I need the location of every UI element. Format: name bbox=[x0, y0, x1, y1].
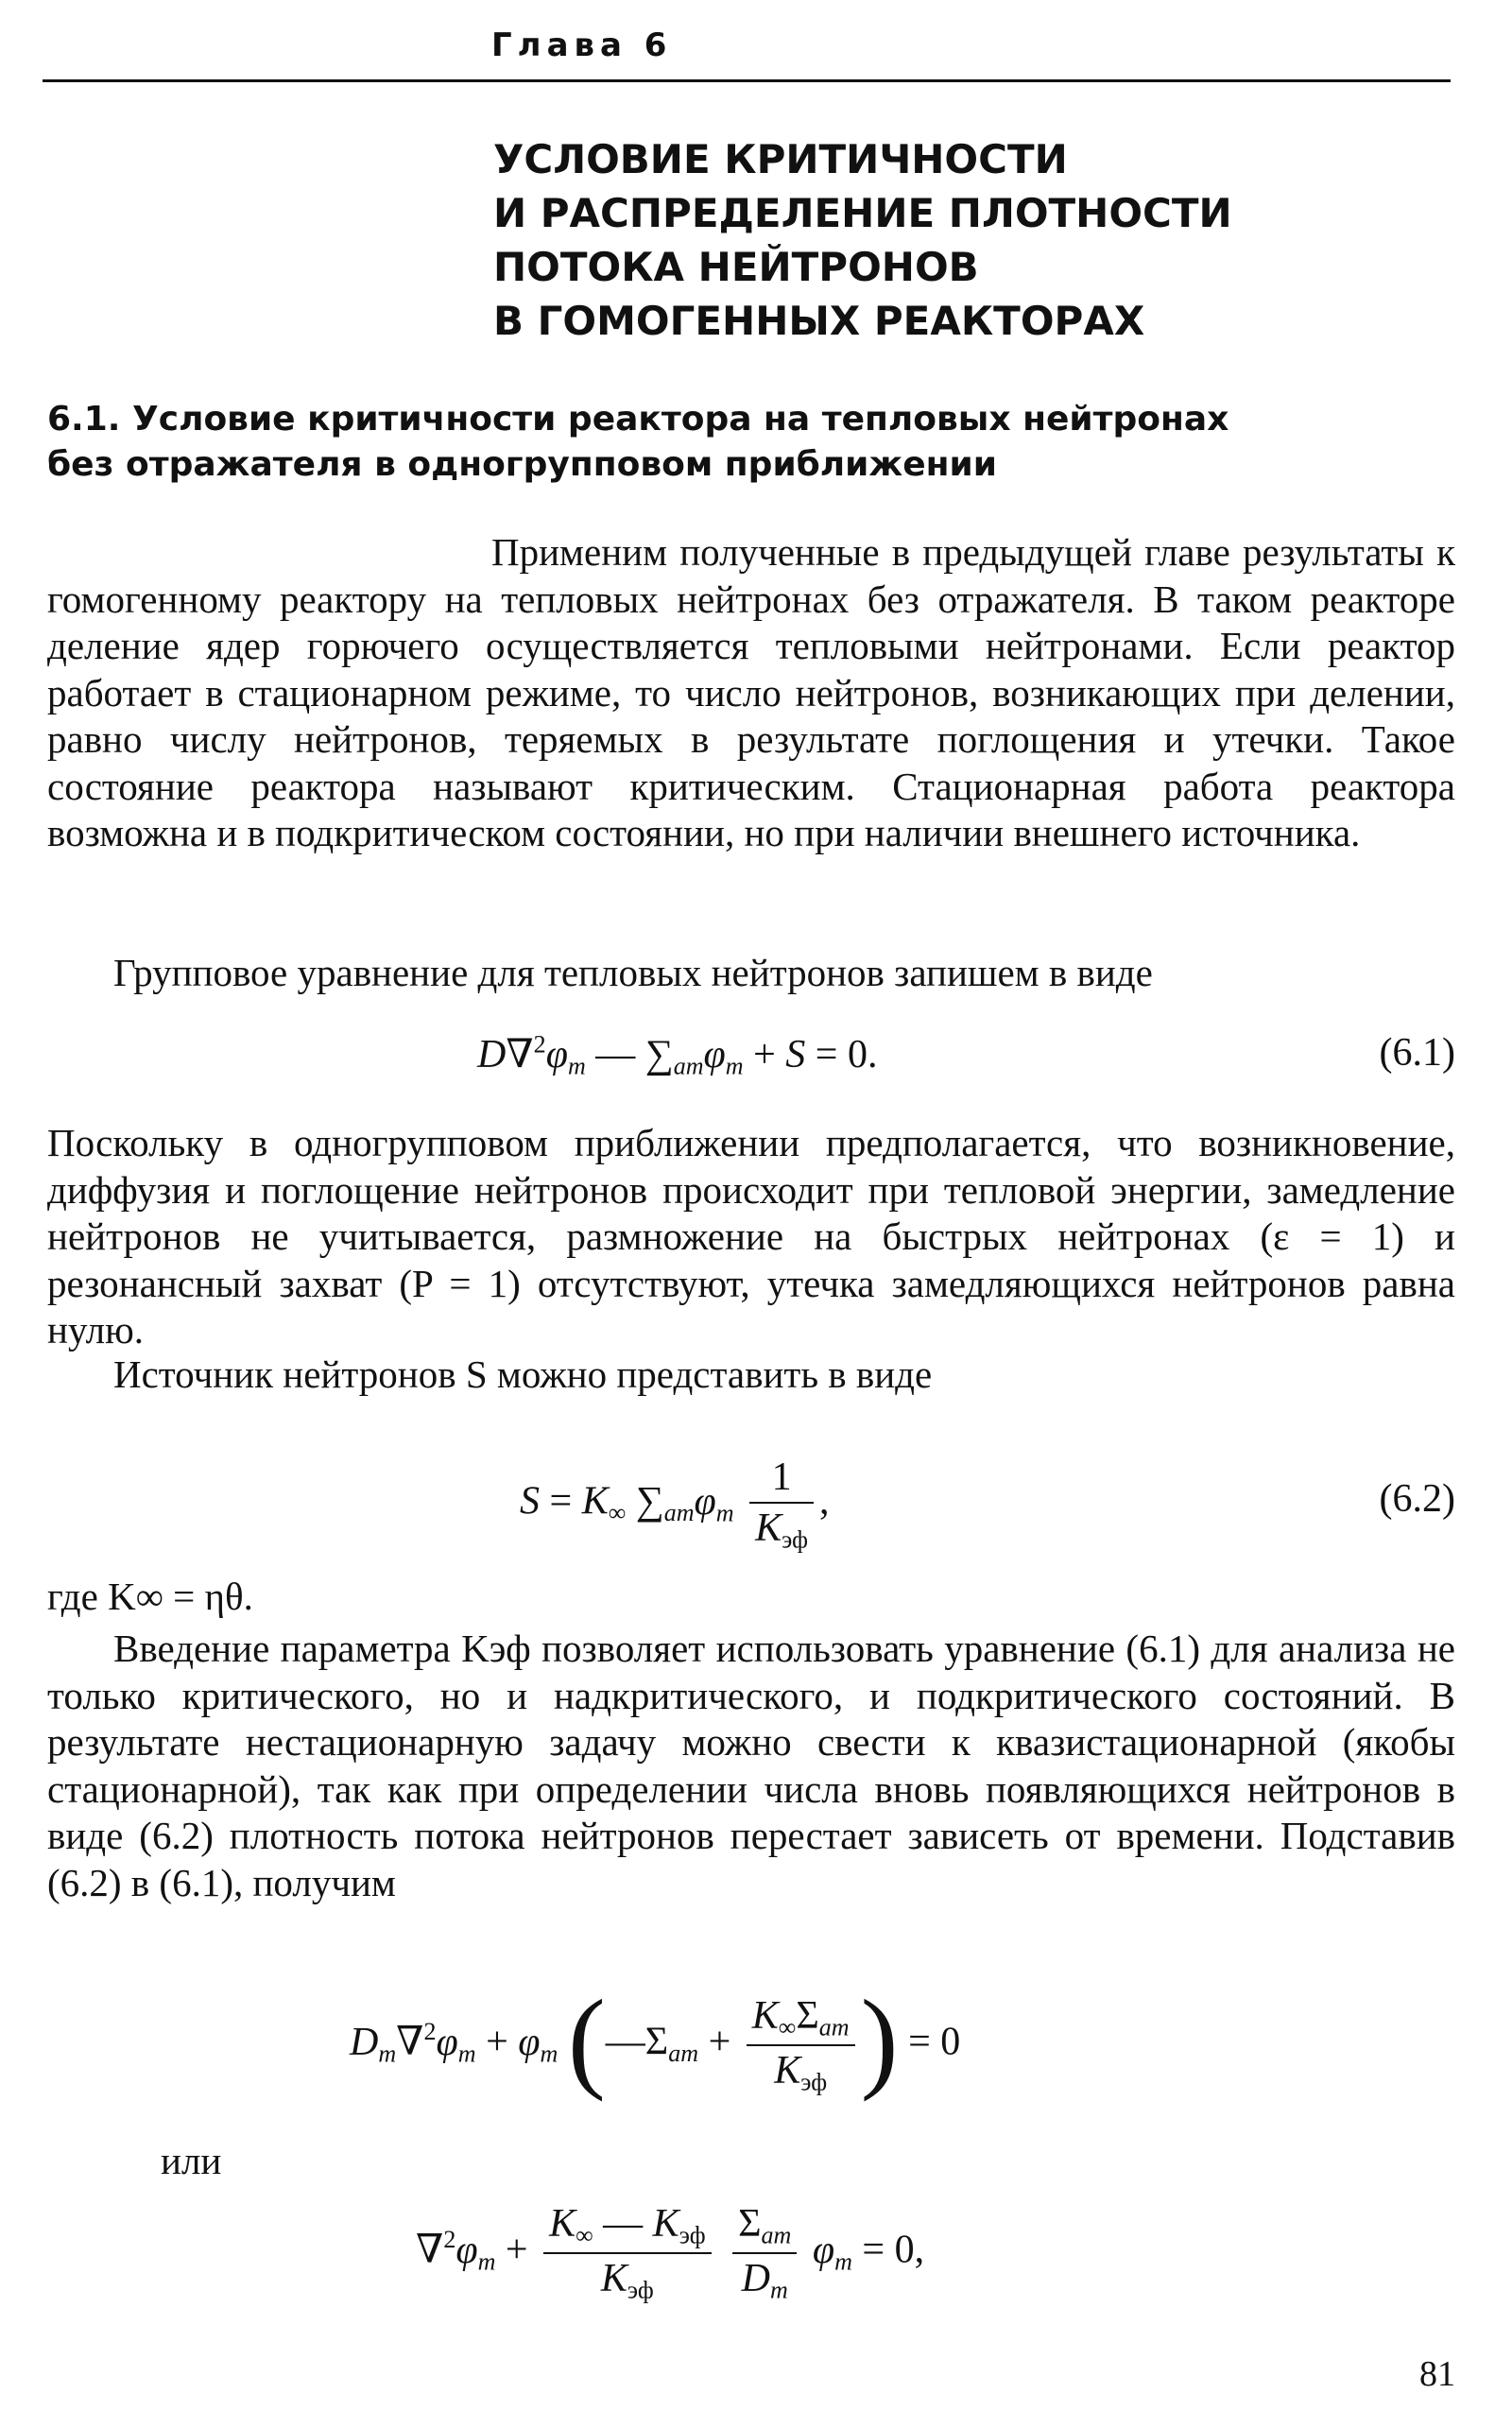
header-rule bbox=[43, 79, 1451, 82]
paragraph-assumptions: Поскольку в одногрупповом приближении предполагается, что возникновение, диффузия и поглощение нейтронов происходит при тепловой энергии, замедление нейтронов не учитывается, размножение на быстрых нейтронах (ε = 1) и резонансный захват (P = 1) отсутствуют, утечка замедляющихся нейтронов равна нулю. bbox=[47, 1121, 1455, 1352]
equation-body: $D\nabla^2\varphi_m$ — $\sum_{am}\varphi_m + S = 0$. bbox=[477, 1030, 878, 1080]
paragraph-where: где K∞ = ηθ. bbox=[47, 1575, 253, 1618]
section-title-line: без отражателя в одногрупповом приближении bbox=[47, 445, 997, 484]
chapter-title bbox=[493, 132, 1232, 348]
paragraph-or: или bbox=[161, 2139, 222, 2182]
chapter-label: Глава 6 bbox=[491, 26, 673, 64]
paragraph-keff: Введение параметра Kэф позволяет использовать уравнение (6.1) для анализа не только критического, но и надкритического, и подкритического состояний. В результате нестационарную задачу можно свести к квазистационарной (якобы стационарной), так как при определении числа вновь появляющихся нейтронов в виде (6.2) плотность потока нейтронов перестает зависеть от времени. Подставив (6.2) в (6.1), получим bbox=[47, 1627, 1455, 1904]
paragraph-source: Источник нейтронов S можно представить в виде bbox=[113, 1352, 933, 1396]
equation-number: (6.1) bbox=[1379, 1031, 1455, 1075]
chapter-title-line: ПОТОКА НЕЙТРОНОВ bbox=[493, 244, 979, 290]
chapter-title-line: В ГОМОГЕННЫХ РЕАКТОРАХ bbox=[493, 298, 1145, 344]
chapter-title-line: И РАСПРЕДЕЛЕНИЕ ПЛОТНОСТИ bbox=[493, 190, 1232, 236]
equation-number: (6.2) bbox=[1379, 1477, 1455, 1521]
equation-body: $S = K_\infty$ $\sum_{am}\varphi_m$ $\frac{1}{K_{эф}}$ , bbox=[520, 1455, 830, 1554]
section-title bbox=[47, 397, 1228, 488]
equation-body: $\nabla^2\varphi_m$ + $\frac{K_\infty — K_{эф}}{K_{эф}}$ $\frac{\Sigma_{am}}{D_m}$ $\varphi_m = 0$, bbox=[416, 2202, 925, 2304]
equation-body: $D_m\nabla^2\varphi_m + \varphi_m$ ($—\Sigma_{am}$ + $\frac{K_\infty\Sigma_{am}}{K_{эф}}$ ) = 0 bbox=[350, 1975, 961, 2102]
paragraph-intro: Применим полученные в предыдущей главе результаты к гомогенному реактору на тепловых нейтронах без отражателя. В таком реакторе деление ядер горючего осуществляется тепловыми нейтронами. Если реактор работает в стационарном режиме, то число нейтронов, возникающих при делении, равно числу нейтронов, теряемых в результате поглощения и утечки. Такое состояние реактора называют критическим. Стационарная работа реактора возможна и в подкритическом состоянии, но при наличии внешнего источника. bbox=[47, 530, 1455, 854]
paragraph-group-equation: Групповое уравнение для тепловых нейтронов запишем в виде bbox=[113, 951, 1153, 994]
chapter-title-line: УСЛОВИЕ КРИТИЧНОСТИ bbox=[493, 136, 1068, 182]
page-number: 81 bbox=[1419, 2354, 1455, 2394]
section-title-line: 6.1. Условие критичности реактора на тепловых нейтронах bbox=[47, 400, 1229, 439]
